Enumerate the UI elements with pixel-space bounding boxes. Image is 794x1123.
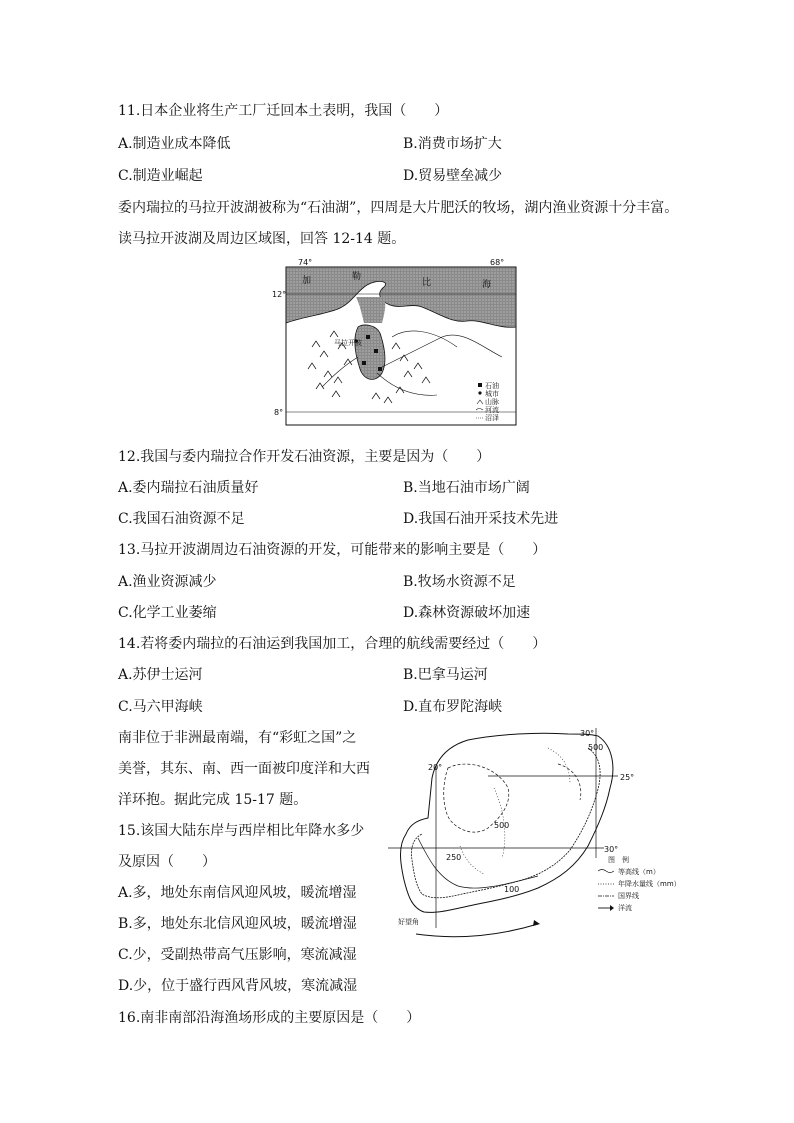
- map2-isohyet-250: 250: [446, 853, 462, 862]
- q14-option-b[interactable]: B.巴拿马运河: [403, 667, 488, 683]
- map1-legend-city: 城市: [485, 390, 499, 398]
- map2-legend-current: 洋流: [618, 904, 632, 912]
- q12-option-b[interactable]: B.当地石油市场广阔: [403, 480, 530, 496]
- q15-option-c[interactable]: C.少，受副热带高气压影响，寒流减湿: [118, 947, 357, 963]
- map2-legend: [598, 855, 681, 912]
- map1-lat-8: 8°: [274, 408, 284, 417]
- q12-option-c[interactable]: C.我国石油资源不足: [118, 511, 245, 527]
- map2-isohyet-500b: 500: [588, 743, 604, 752]
- q14-stem: 14.若将委内瑞拉的石油运到我国加工，合理的航线需要经过（ ）: [118, 636, 547, 652]
- south-africa-map: [388, 728, 681, 953]
- map1-sea-label-2: 勒: [352, 272, 362, 282]
- map1-city-maracaibo: 马拉开波: [334, 339, 362, 347]
- map2-lat-30: 30°: [604, 845, 619, 854]
- q15-stem-line2: 及原因（ ）: [118, 854, 216, 870]
- q11-stem: 11.日本企业将生产工厂迁回本土表明，我国（ ）: [118, 103, 449, 119]
- map2-lat-25: 25°: [620, 773, 635, 782]
- q12-stem: 12.我国与委内瑞拉合作开发石油资源，主要是因为（ ）: [118, 449, 491, 465]
- q11-option-b[interactable]: B.消费市场扩大: [403, 136, 502, 152]
- q13-option-d[interactable]: D.森林资源破坏加速: [403, 605, 531, 621]
- q14-option-c[interactable]: C.马六甲海峡: [118, 699, 203, 715]
- q16-stem: 16.南非南部沿海渔场形成的主要原因是（ ）: [118, 1010, 421, 1026]
- q11-option-d[interactable]: D.贸易壁垒减少: [403, 168, 503, 184]
- intro-sa-line3: 洋环抱。据此完成 15-17 题。: [118, 792, 308, 808]
- map2-cape-label: 好望角: [398, 918, 419, 926]
- map1-lat-12: 12°: [272, 290, 287, 299]
- map1-lon-68: 68°: [490, 258, 505, 267]
- q15-option-d[interactable]: D.少，位于盛行西风背风坡，寒流减湿: [118, 978, 358, 994]
- q14-option-d[interactable]: D.直布罗陀海峡: [403, 699, 503, 715]
- map2-isohyet-100: 100: [504, 885, 520, 894]
- map1-legend-swamp: 沼泽: [485, 414, 499, 422]
- q15-option-b[interactable]: B.多，地处东北信风迎风坡，暖流增湿: [118, 916, 357, 932]
- q12-option-a[interactable]: A.委内瑞拉石油质量好: [118, 480, 259, 496]
- map2-lon-30: 30°: [580, 729, 595, 738]
- q11-option-a[interactable]: A.制造业成本降低: [118, 136, 231, 152]
- intro-sa-line2: 美誉，其东、南、西一面被印度洋和大西: [118, 761, 370, 777]
- map1-sea-label-1: 加: [302, 276, 312, 286]
- map2-legend-isohyet: 年降水量线（mm）: [618, 880, 681, 888]
- map2-isohyet-500a: 500: [494, 821, 510, 830]
- map1-legend-oil: 石油: [485, 382, 499, 390]
- map1-legend-mountain: 山脉: [485, 398, 499, 406]
- map1-sea-label-3: 比: [422, 278, 432, 288]
- maracaibo-map: [272, 257, 522, 435]
- q13-option-a[interactable]: A.渔业资源减少: [118, 574, 217, 590]
- q14-option-a[interactable]: A.苏伊士运河: [118, 667, 203, 683]
- q13-option-b[interactable]: B.牧场水资源不足: [403, 574, 516, 590]
- intro-venezuela-line2: 读马拉开波湖及周边区域图，回答 12-14 题。: [118, 231, 406, 247]
- q12-option-d[interactable]: D.我国石油开采技术先进: [403, 511, 559, 527]
- q15-stem-line1: 15.该国大陆东岸与西岸相比年降水多少: [118, 823, 365, 839]
- map1-sea-label-4: 海: [482, 280, 492, 290]
- q15-option-a[interactable]: A.多，地处东南信风迎风坡，暖流增湿: [118, 885, 357, 901]
- map2-legend-border: 国界线: [618, 892, 639, 900]
- map2-legend-contour: 等高线（m）: [618, 868, 660, 876]
- q13-stem: 13.马拉开波湖周边石油资源的开发，可能带来的影响主要是（ ）: [118, 542, 547, 558]
- map1-legend-river: 河流: [485, 406, 499, 414]
- intro-venezuela-line1: 委内瑞拉的马拉开波湖被称为“石油湖”，四周是大片肥沃的牧场，湖内渔业资源十分丰富。: [118, 200, 679, 216]
- map2-legend-title: 图 例: [608, 856, 629, 864]
- q13-option-c[interactable]: C.化学工业萎缩: [118, 605, 217, 621]
- q11-option-c[interactable]: C.制造业崛起: [118, 168, 203, 184]
- intro-sa-line1: 南非位于非洲最南端，有“彩虹之国”之: [118, 730, 357, 746]
- map2-lon-20: 20°: [428, 763, 443, 772]
- map1-lon-74: 74°: [298, 258, 313, 267]
